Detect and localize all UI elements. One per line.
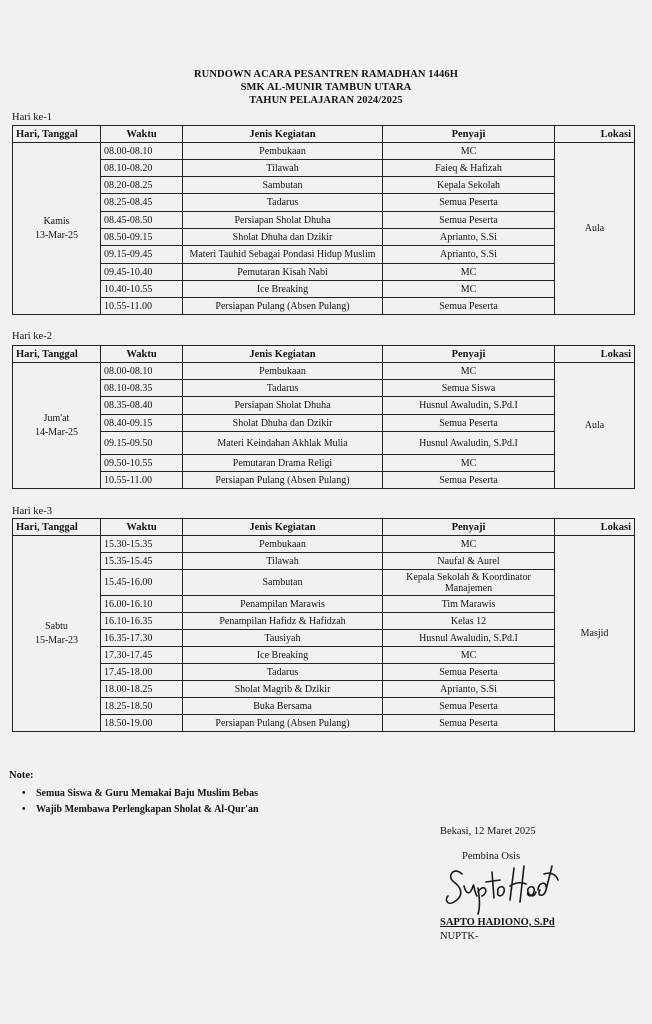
table-row xyxy=(13,397,635,415)
table-row xyxy=(13,246,635,264)
day-label: Hari ke-2 xyxy=(12,331,52,342)
col-header-date: Hari, Tanggal xyxy=(13,346,101,363)
col-header-time: Waktu xyxy=(101,126,183,143)
activity-cell: Tilawah xyxy=(183,553,383,570)
schedule-table xyxy=(12,518,635,732)
presenter-cell: MC xyxy=(383,647,555,664)
presenter-cell: Semua Peserta xyxy=(383,698,555,715)
activity-cell: Sholat Dhuha dan Dzikir xyxy=(183,415,383,432)
activity-cell: Tadarus xyxy=(183,194,383,212)
table-row xyxy=(13,212,635,229)
presenter-cell: Semua Peserta xyxy=(383,212,555,229)
table-row xyxy=(13,664,635,681)
activity-cell: Sambutan xyxy=(183,570,383,596)
date-cell xyxy=(13,143,101,315)
presenter-cell: Aprianto, S.Si xyxy=(383,246,555,264)
location-cell: Aula xyxy=(555,363,635,489)
day-name: Jum'at xyxy=(43,412,70,424)
table-row xyxy=(13,613,635,630)
date-value: 15-Mar-23 xyxy=(34,634,79,646)
table-header-row xyxy=(13,126,635,143)
presenter-cell: Semua Peserta xyxy=(383,298,555,315)
activity-cell: Tadarus xyxy=(183,664,383,681)
time-cell: 09.15-09.45 xyxy=(101,246,183,264)
time-cell: 16.35-17.30 xyxy=(101,630,183,647)
activity-cell: Persiapan Pulang (Absen Pulang) xyxy=(183,298,383,315)
activity-cell: Persiapan Sholat Dhuha xyxy=(183,397,383,415)
time-cell: 15.45-16.00 xyxy=(101,570,183,596)
activity-cell: Penampilan Hafidz & Hafidzah xyxy=(183,613,383,630)
title-line-2: SMK AL-MUNIR TAMBUN UTARA xyxy=(240,82,412,93)
presenter-cell: Semua Peserta xyxy=(383,415,555,432)
time-cell: 09.15-09.50 xyxy=(101,432,183,455)
activity-cell: Sholat Dhuha dan Dzikir xyxy=(183,229,383,246)
presenter-cell: MC xyxy=(383,143,555,160)
presenter-cell: Semua Siswa xyxy=(383,380,555,397)
presenter-cell: Husnul Awaludin, S.Pd.I xyxy=(383,432,555,455)
col-header-time: Waktu xyxy=(101,346,183,363)
activity-cell: Materi Keindahan Akhlak Mulia xyxy=(183,432,383,455)
time-cell: 15.35-15.45 xyxy=(101,553,183,570)
table-row xyxy=(13,229,635,246)
day-name: Sabtu xyxy=(45,620,68,632)
activity-cell: Penampilan Marawis xyxy=(183,596,383,613)
table-row xyxy=(13,264,635,281)
col-header-activity: Jenis Kegiatan xyxy=(183,346,383,363)
table-row xyxy=(13,363,635,380)
col-header-date: Hari, Tanggal xyxy=(13,126,101,143)
table-row xyxy=(13,570,635,596)
signatory-nuptk: NUPTK- xyxy=(440,931,479,942)
presenter-cell: Faieq & Hafizah xyxy=(383,160,555,177)
location-cell: Masjid xyxy=(555,536,635,732)
notes-list xyxy=(22,786,259,818)
day-name: Kamis xyxy=(43,215,70,227)
activity-cell: Persiapan Pulang (Absen Pulang) xyxy=(183,715,383,732)
presenter-cell: Semua Peserta xyxy=(383,194,555,212)
time-cell: 08.00-08.10 xyxy=(101,143,183,160)
time-cell: 10.55-11.00 xyxy=(101,298,183,315)
signature-role: Pembina Osis xyxy=(462,851,521,862)
time-cell: 18.25-18.50 xyxy=(101,698,183,715)
time-cell: 18.00-18.25 xyxy=(101,681,183,698)
col-header-activity: Jenis Kegiatan xyxy=(183,519,383,536)
time-cell: 08.35-08.40 xyxy=(101,397,183,415)
time-cell: 08.00-08.10 xyxy=(101,363,183,380)
activity-cell: Pembukaan xyxy=(183,143,383,160)
document-title xyxy=(0,68,652,107)
schedule-table xyxy=(12,345,635,489)
table-row xyxy=(13,455,635,472)
location-cell: Aula xyxy=(555,143,635,315)
time-cell: 15.30-15.35 xyxy=(101,536,183,553)
date-cell xyxy=(13,363,101,489)
time-cell: 17.45-18.00 xyxy=(101,664,183,681)
date-value: 13-Mar-25 xyxy=(34,229,79,241)
presenter-cell: Semua Peserta xyxy=(383,715,555,732)
table-row xyxy=(13,177,635,194)
title-line-3: TAHUN PELAJARAN 2024/2025 xyxy=(249,95,403,106)
table-row xyxy=(13,698,635,715)
table-row xyxy=(13,281,635,298)
time-cell: 08.20-08.25 xyxy=(101,177,183,194)
table-header-row xyxy=(13,346,635,363)
time-cell: 18.50-19.00 xyxy=(101,715,183,732)
day-label: Hari ke-1 xyxy=(12,112,52,123)
table-row xyxy=(13,160,635,177)
signatory-name: SAPTO HADIONO, S.Pd xyxy=(440,917,555,928)
table-row xyxy=(13,647,635,664)
activity-cell: Pembukaan xyxy=(183,536,383,553)
presenter-cell: MC xyxy=(383,363,555,380)
presenter-cell: MC xyxy=(383,536,555,553)
col-header-location: Lokasi xyxy=(555,519,635,536)
activity-cell: Materi Tauhid Sebagai Pondasi Hidup Muslim xyxy=(183,246,383,264)
presenter-cell: Semua Peserta xyxy=(383,472,555,489)
activity-cell: Buka Bersama xyxy=(183,698,383,715)
note-item: • Semua Siswa & Guru Memakai Baju Muslim Bebas xyxy=(22,786,259,802)
table-row xyxy=(13,681,635,698)
activity-cell: Tausiyah xyxy=(183,630,383,647)
time-cell: 09.45-10.40 xyxy=(101,264,183,281)
presenter-cell: Tim Marawis xyxy=(383,596,555,613)
time-cell: 17.30-17.45 xyxy=(101,647,183,664)
col-header-location: Lokasi xyxy=(555,346,635,363)
time-cell: 10.40-10.55 xyxy=(101,281,183,298)
col-header-time: Waktu xyxy=(101,519,183,536)
table-row xyxy=(13,596,635,613)
date-value: 14-Mar-25 xyxy=(34,426,79,438)
time-cell: 16.10-16.35 xyxy=(101,613,183,630)
table-row xyxy=(13,143,635,160)
table-row xyxy=(13,298,635,315)
activity-cell: Ice Breaking xyxy=(183,281,383,298)
date-cell xyxy=(13,536,101,732)
presenter-cell: Husnul Awaludin, S.Pd.I xyxy=(383,630,555,647)
col-header-presenter: Penyaji xyxy=(383,126,555,143)
time-cell: 08.25-08.45 xyxy=(101,194,183,212)
activity-cell: Persiapan Sholat Dhuha xyxy=(183,212,383,229)
activity-cell: Ice Breaking xyxy=(183,647,383,664)
presenter-cell: Semua Peserta xyxy=(383,664,555,681)
day-label: Hari ke-3 xyxy=(12,506,52,517)
presenter-cell: Aprianto, S.Si xyxy=(383,681,555,698)
time-cell: 08.10-08.20 xyxy=(101,160,183,177)
signature-place-date: Bekasi, 12 Maret 2025 xyxy=(440,826,536,837)
time-cell: 08.45-08.50 xyxy=(101,212,183,229)
table-row xyxy=(13,472,635,489)
activity-cell: Sholat Magrib & Dzikir xyxy=(183,681,383,698)
presenter-cell: Kepala Sekolah xyxy=(383,177,555,194)
schedule-table xyxy=(12,125,635,315)
activity-cell: Pembukaan xyxy=(183,363,383,380)
table-row xyxy=(13,630,635,647)
activity-cell: Tilawah xyxy=(183,160,383,177)
time-cell: 08.40-09.15 xyxy=(101,415,183,432)
time-cell: 09.50-10.55 xyxy=(101,455,183,472)
col-header-presenter: Penyaji xyxy=(383,519,555,536)
title-line-1: RUNDOWN ACARA PESANTREN RAMADHAN 1446H xyxy=(194,69,458,80)
presenter-cell: MC xyxy=(383,281,555,298)
table-row xyxy=(13,194,635,212)
col-header-location: Lokasi xyxy=(555,126,635,143)
notes-title: Note: xyxy=(9,770,34,781)
presenter-cell: MC xyxy=(383,264,555,281)
activity-cell: Pemutaran Drama Religi xyxy=(183,455,383,472)
time-cell: 08.10-08.35 xyxy=(101,380,183,397)
table-row xyxy=(13,380,635,397)
table-row xyxy=(13,432,635,455)
table-row xyxy=(13,553,635,570)
table-row xyxy=(13,536,635,553)
col-header-date: Hari, Tanggal xyxy=(13,519,101,536)
col-header-activity: Jenis Kegiatan xyxy=(183,126,383,143)
presenter-cell: Kepala Sekolah & Koordinator Manajemen xyxy=(383,570,555,596)
table-header-row xyxy=(13,519,635,536)
time-cell: 08.50-09.15 xyxy=(101,229,183,246)
table-row xyxy=(13,415,635,432)
col-header-presenter: Penyaji xyxy=(383,346,555,363)
presenter-cell: MC xyxy=(383,455,555,472)
activity-cell: Tadarus xyxy=(183,380,383,397)
activity-cell: Pemutaran Kisah Nabi xyxy=(183,264,383,281)
presenter-cell: Kelas 12 xyxy=(383,613,555,630)
note-item: • Wajib Membawa Perlengkapan Sholat & Al-Qur'an xyxy=(22,802,259,818)
time-cell: 10.55-11.00 xyxy=(101,472,183,489)
table-row xyxy=(13,715,635,732)
time-cell: 16.00-16.10 xyxy=(101,596,183,613)
activity-cell: Persiapan Pulang (Absen Pulang) xyxy=(183,472,383,489)
presenter-cell: Naufal & Aurel xyxy=(383,553,555,570)
handwritten-signature xyxy=(440,852,560,918)
presenter-cell: Husnul Awaludin, S.Pd.I xyxy=(383,397,555,415)
presenter-cell: Aprianto, S.Si xyxy=(383,229,555,246)
activity-cell: Sambutan xyxy=(183,177,383,194)
